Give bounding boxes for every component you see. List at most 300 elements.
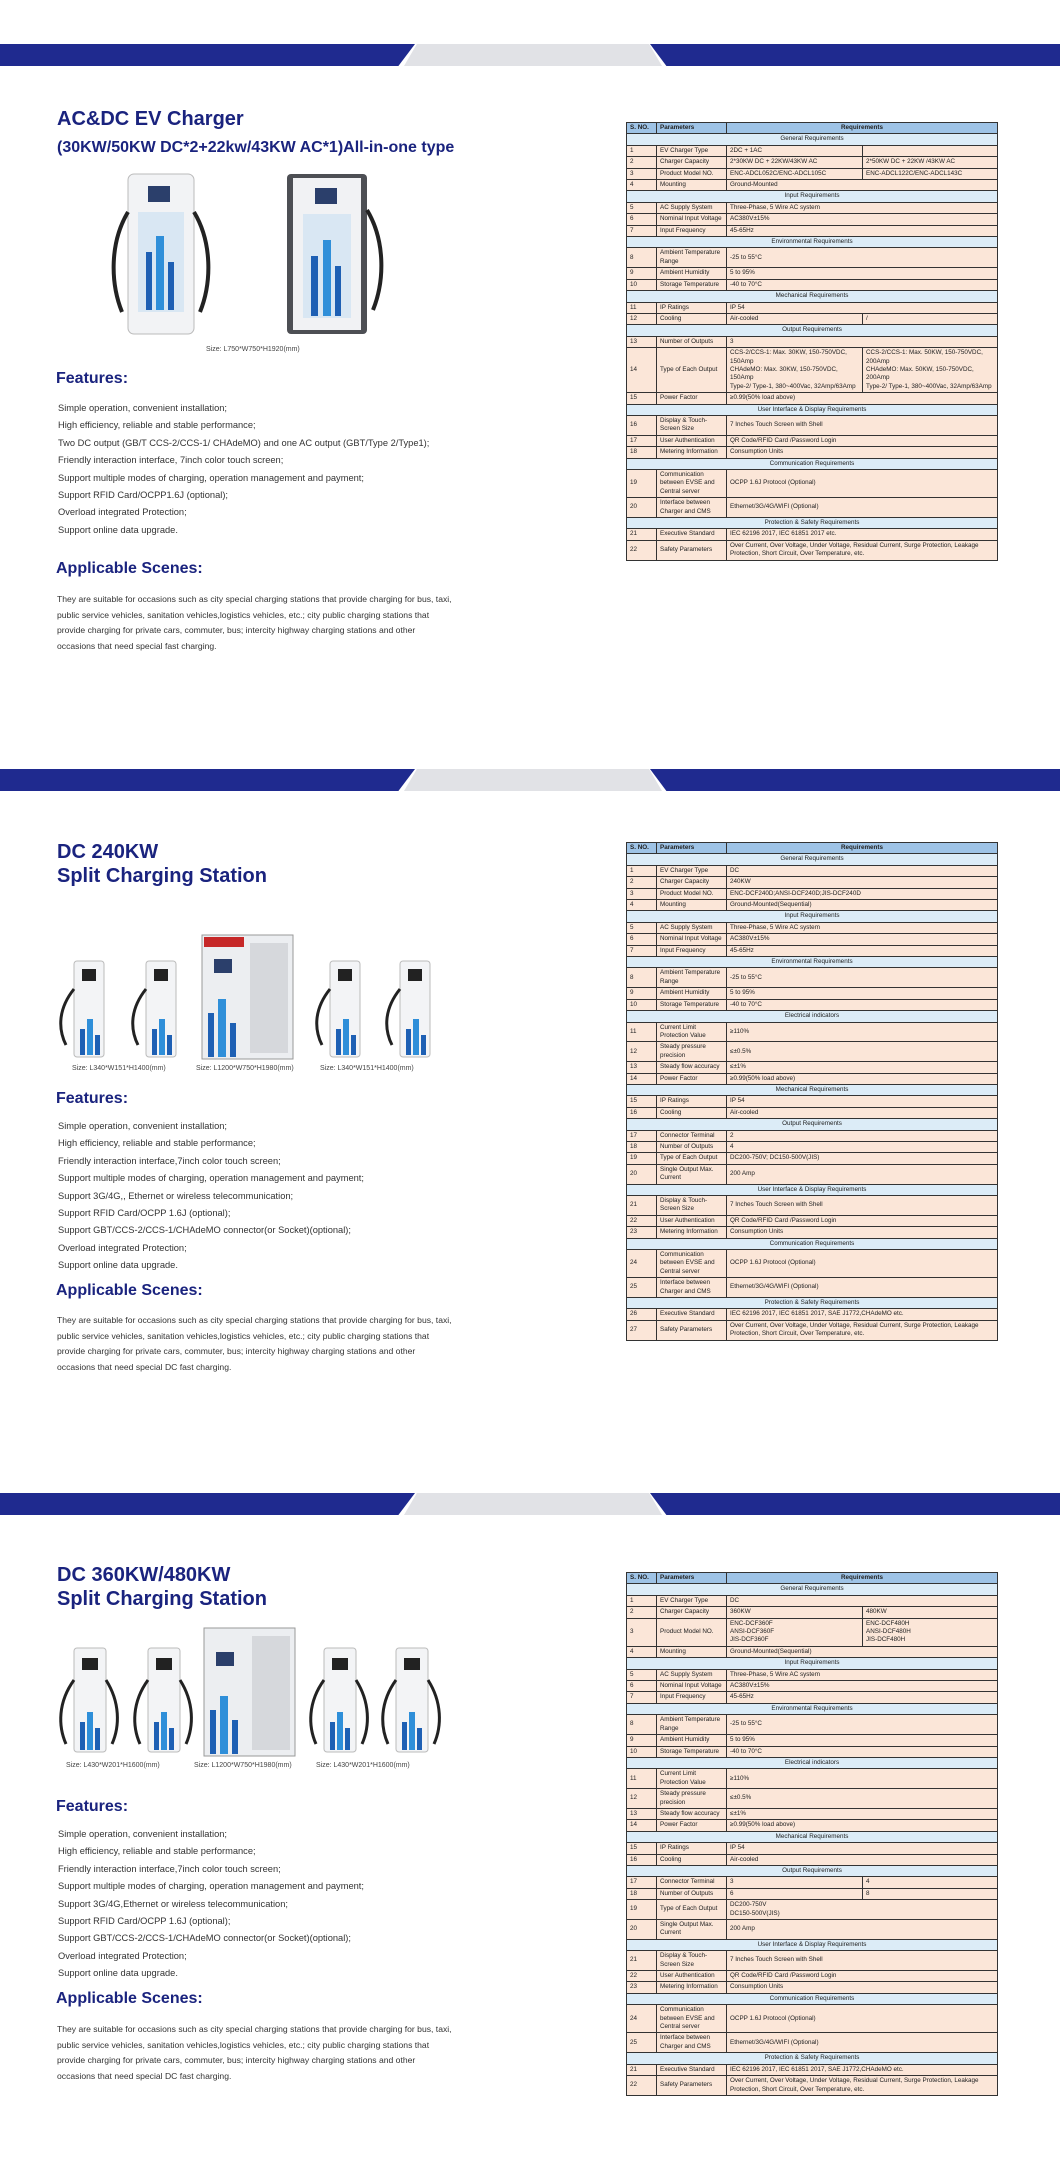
header-band [0, 769, 1060, 791]
features-heading: Features: [56, 1090, 129, 1107]
group-label: Environmental Requirements [627, 237, 998, 248]
list-item: Support RFID Card/OCPP 1.6J (optional); [58, 1208, 231, 1219]
row-number: 7 [627, 225, 657, 236]
row-parameter: AC Supply System [657, 922, 727, 933]
table-group-row [627, 911, 998, 922]
table-row [627, 968, 998, 988]
page-title: AC&DC EV Charger [57, 108, 244, 130]
row-parameter: Steady flow accuracy [657, 1808, 727, 1819]
row-number: 15 [627, 1843, 657, 1854]
row-value: QR Code/RFID Card /Password Login [727, 1971, 998, 1982]
row-number: 14 [627, 1073, 657, 1084]
row-value: CCS-2/CCS-1: Max. 50KW, 150-750VDC, 200Amp CHAdeMO: Max. 50KW, 150-750VDC, 200Amp Type-2/ Type-1, 380~400Vac, 32Amp/63Amp [863, 348, 998, 393]
row-number: 5 [627, 1669, 657, 1680]
row-value: ≥0.99(50% load above) [727, 393, 998, 404]
row-parameter: AC Supply System [657, 1669, 727, 1680]
table-row [627, 1096, 998, 1107]
group-label: Communication Requirements [627, 458, 998, 469]
row-value: DC200-750V DC150-500V(JIS) [727, 1900, 998, 1920]
row-value: Air-cooled [727, 313, 863, 324]
group-label: Communication Requirements [627, 1238, 998, 1249]
table-row [627, 1808, 998, 1819]
row-value: 5 to 95% [727, 988, 998, 999]
table-row [627, 540, 998, 560]
row-parameter: Number of Outputs [657, 336, 727, 347]
table-group-row [627, 957, 998, 968]
page-title [57, 1563, 267, 1611]
row-number: 21 [627, 529, 657, 540]
row-parameter: Ambient Temperature Range [657, 1715, 727, 1735]
table-row [627, 279, 998, 290]
table-row [627, 214, 998, 225]
row-number: 13 [627, 1808, 657, 1819]
dispenser-image [128, 959, 188, 1059]
table-group-row [627, 1584, 998, 1595]
row-value: ≤±0.5% [727, 1042, 998, 1062]
row-parameter: Current Limit Protection Value [657, 1769, 727, 1789]
table-row [627, 1971, 998, 1982]
row-parameter: Nominal Input Voltage [657, 934, 727, 945]
row-number: 5 [627, 922, 657, 933]
row-parameter: Type of Each Output [657, 1153, 727, 1164]
table-group-row [627, 325, 998, 336]
table-row [627, 1746, 998, 1757]
group-label: General Requirements [627, 854, 998, 865]
row-value: Three-Phase, 5 Wire AC system [727, 922, 998, 933]
row-number: 18 [627, 447, 657, 458]
group-label: Mechanical Requirements [627, 1084, 998, 1095]
row-parameter: EV Charger Type [657, 865, 727, 876]
header-cell: Parameters [657, 123, 727, 134]
title-line: Split Charging Station [57, 1588, 267, 1610]
row-number: 11 [627, 1769, 657, 1789]
table-row [627, 1888, 998, 1899]
row-number: 10 [627, 1746, 657, 1757]
table-row [627, 1681, 998, 1692]
row-value: QR Code/RFID Card /Password Login [727, 435, 998, 446]
features-list [58, 1118, 364, 1275]
table-row [627, 922, 998, 933]
table-row [627, 1278, 998, 1298]
row-value: IEC 62196 2017, IEC 61851 2017, SAE J1772,CHAdeMO etc. [727, 2064, 998, 2075]
table-row [627, 999, 998, 1010]
row-value: CCS-2/CCS-1: Max. 30KW, 150-750VDC, 150Amp CHAdeMO: Max. 30KW, 150-750VDC, 150Amp Type-2/ Type-1, 380~400Vac, 32Amp/63Amp [727, 348, 863, 393]
table-group-row [627, 1865, 998, 1876]
row-number: 2 [627, 1607, 657, 1618]
row-number: 4 [627, 900, 657, 911]
row-value: 2 [727, 1130, 998, 1141]
header-cell: Parameters [657, 843, 727, 854]
row-number: 4 [627, 180, 657, 191]
row-number: 22 [627, 1971, 657, 1982]
row-number: 12 [627, 1789, 657, 1809]
row-value: 7 Inches Touch Screen with Shell [727, 415, 998, 435]
row-parameter: Nominal Input Voltage [657, 214, 727, 225]
table-row [627, 415, 998, 435]
table-group-row [627, 854, 998, 865]
charger-image [108, 172, 213, 337]
row-parameter: IP Ratings [657, 302, 727, 313]
scenes-text: They are suitable for occasions such as city special charging stations that provide charging for bus, taxi, public service vehicles, sanitation vehicles,logistics vehicles, etc.; city public charging stations that provide charging for private cars, commuter, bus; intercity highway charging stations and other occasions that need special fast charging. [57, 594, 452, 651]
row-value: ENC-DCF240D;ANSI-DCF240D;JIS-DCF240D [727, 888, 998, 899]
row-number: 18 [627, 1141, 657, 1152]
table-group-row [627, 1084, 998, 1095]
group-label: User Interface & Display Requirements [627, 1184, 998, 1195]
row-parameter: Ambient Humidity [657, 268, 727, 279]
table-group-row [627, 1757, 998, 1768]
group-label: Mechanical Requirements [627, 291, 998, 302]
row-parameter: Ambient Temperature Range [657, 248, 727, 268]
row-value: Over Current, Over Voltage, Under Voltage, Residual Current, Surge Protection, Leakage Protection, Short Circuit, Over Temperature, etc. [727, 2076, 998, 2096]
size-label: Size: L1200*W750*H1980(mm) [196, 1065, 294, 1072]
row-parameter: User Authentication [657, 1971, 727, 1982]
table-row [627, 498, 998, 518]
row-value: 45-65Hz [727, 1692, 998, 1703]
row-value: 6 [727, 1888, 863, 1899]
row-value: Ethernet/3G/4G/WIFI (Optional) [727, 498, 998, 518]
row-number: 8 [627, 968, 657, 988]
row-value: IP 54 [727, 1096, 998, 1107]
row-number: 13 [627, 1062, 657, 1073]
row-parameter: Metering Information [657, 447, 727, 458]
table-group-row [627, 518, 998, 529]
row-parameter: Current Limit Protection Value [657, 1022, 727, 1042]
list-item: Support RFID Card/OCPP1.6J (optional); [58, 490, 228, 501]
row-number: 3 [627, 1618, 657, 1646]
row-parameter: Charger Capacity [657, 877, 727, 888]
row-value: ENC-DCF480H ANSI-DCF480H JIS-DCF480H [863, 1618, 998, 1646]
size-label: Size: L430*W201*H1600(mm) [316, 1762, 410, 1769]
row-value: 7 Inches Touch Screen with Shell [727, 1196, 998, 1216]
row-parameter: Ambient Temperature Range [657, 968, 727, 988]
row-parameter: EV Charger Type [657, 145, 727, 156]
table-row [627, 1309, 998, 1320]
table-row [627, 1073, 998, 1084]
row-parameter: User Authentication [657, 1215, 727, 1226]
list-item: Simple operation, convenient installation; [58, 1121, 227, 1131]
row-value: ≤±1% [727, 1808, 998, 1819]
table-row [627, 1843, 998, 1854]
table-row [627, 1227, 998, 1238]
row-parameter: Number of Outputs [657, 1888, 727, 1899]
list-item: Support multiple modes of charging, operation management and payment; [58, 1173, 364, 1184]
table-row [627, 865, 998, 876]
list-item: Overload integrated Protection; [58, 507, 187, 518]
group-label: Protection & Safety Requirements [627, 518, 998, 529]
list-item: Simple operation, convenient installation; [58, 403, 227, 413]
header-band [0, 1493, 1060, 1515]
row-value: Air-cooled [727, 1854, 998, 1865]
title-line: DC 360KW/480KW [57, 1564, 231, 1586]
table-row [627, 1900, 998, 1920]
table-row [627, 1769, 998, 1789]
row-parameter: EV Charger Type [657, 1595, 727, 1606]
row-value: IEC 62196 2017, IEC 61851 2017, SAE J1772,CHAdeMO etc. [727, 1309, 998, 1320]
row-parameter: Metering Information [657, 1227, 727, 1238]
table-row [627, 1646, 998, 1657]
row-value: ≥110% [727, 1022, 998, 1042]
row-value: OCPP 1.6J Protocol (Optional) [727, 470, 998, 498]
row-number: 12 [627, 1042, 657, 1062]
dispenser-image [382, 959, 442, 1059]
table-group-row [627, 291, 998, 302]
group-label: Input Requirements [627, 191, 998, 202]
row-value: 2DC + 1AC [727, 145, 863, 156]
row-value: Consumption Units [727, 447, 998, 458]
row-parameter: Display & Touch-Screen Size [657, 1951, 727, 1971]
section-dc-240kw [0, 723, 1060, 1446]
row-parameter: Safety Parameters [657, 540, 727, 560]
row-parameter: Storage Temperature [657, 999, 727, 1010]
row-value: 7 Inches Touch Screen with Shell [727, 1951, 998, 1971]
table-row [627, 1595, 998, 1606]
row-value: IEC 62196 2017, IEC 61851 2017 etc. [727, 529, 998, 540]
table-group-row [627, 1119, 998, 1130]
row-parameter: User Authentication [657, 435, 727, 446]
table-row [627, 1607, 998, 1618]
page-title [57, 840, 267, 888]
table-row [627, 1920, 998, 1940]
row-number: 22 [627, 2076, 657, 2096]
header-band [0, 44, 1060, 66]
list-item: Support GBT/CCS-2/CCS-1/CHAdeMO connector(or Socket)(optional); [58, 1933, 351, 1944]
row-parameter: Input Frequency [657, 945, 727, 956]
row-number: 21 [627, 1196, 657, 1216]
charger-image [267, 170, 387, 338]
row-parameter: Cooling [657, 313, 727, 324]
row-parameter: Safety Parameters [657, 2076, 727, 2096]
header-cell: S. NO. [627, 123, 657, 134]
row-number: 15 [627, 1096, 657, 1107]
table-row [627, 1320, 998, 1340]
row-parameter: Power Factor [657, 393, 727, 404]
row-number: 17 [627, 1130, 657, 1141]
row-value: 8 [863, 1888, 998, 1899]
row-number: 21 [627, 2064, 657, 2075]
group-label: Electrical indicators [627, 1011, 998, 1022]
table-row [627, 336, 998, 347]
table-group-row [627, 237, 998, 248]
row-number: 17 [627, 435, 657, 446]
dispenser-image [56, 959, 116, 1059]
row-number: 19 [627, 470, 657, 498]
row-value: ≥110% [727, 1769, 998, 1789]
section-acdc-charger [0, 0, 1060, 723]
row-parameter: Connector Terminal [657, 1877, 727, 1888]
scenes-heading: Applicable Scenes: [56, 1990, 203, 2007]
row-parameter: Input Frequency [657, 1692, 727, 1703]
table-row [627, 529, 998, 540]
scenes-text: They are suitable for occasions such as city special charging stations that provide charging for bus, taxi, public service vehicles, sanitation vehicles,logistics vehicles, etc.; city public charging stations that provide charging for private cars, commuter, bus; intercity highway charging stations and other occasions that need special DC fast charging. [57, 1315, 452, 1372]
row-parameter: Interface between Charger and CMS [657, 2033, 727, 2053]
row-value: -40 to 70°C [727, 279, 998, 290]
row-parameter: Interface between Charger and CMS [657, 498, 727, 518]
row-number: 16 [627, 415, 657, 435]
row-number: 16 [627, 1854, 657, 1865]
row-number: 22 [627, 540, 657, 560]
table-row [627, 1107, 998, 1118]
row-parameter: Product Model NO. [657, 168, 727, 179]
row-value: ≥0.99(50% load above) [727, 1073, 998, 1084]
table-group-row [627, 191, 998, 202]
table-row [627, 1196, 998, 1216]
features-heading: Features: [56, 1798, 129, 1815]
row-parameter: Single Output Max. Current [657, 1920, 727, 1940]
size-label: Size: L340*W151*H1400(mm) [320, 1065, 414, 1072]
table-group-row [627, 1011, 998, 1022]
row-parameter: Mounting [657, 900, 727, 911]
row-parameter: IP Ratings [657, 1843, 727, 1854]
row-value: 45-65Hz [727, 225, 998, 236]
table-group-row [627, 1184, 998, 1195]
row-number: 4 [627, 1646, 657, 1657]
row-value: ENC-ADCL052C/ENC-ADCL105C [727, 168, 863, 179]
row-parameter: Metering Information [657, 1982, 727, 1993]
header-cell: S. NO. [627, 843, 657, 854]
header-cell: Requirements [727, 1573, 998, 1584]
row-number: 15 [627, 393, 657, 404]
row-parameter: Communication between EVSE and Central server [657, 470, 727, 498]
row-parameter: Ambient Humidity [657, 1735, 727, 1746]
row-number: 20 [627, 498, 657, 518]
table-row [627, 393, 998, 404]
dispenser-image [312, 959, 372, 1059]
list-item: Friendly interaction interface,7inch color touch screen; [58, 1863, 281, 1874]
row-parameter: Product Model NO. [657, 1618, 727, 1646]
row-value: Ground-Mounted(Sequential) [727, 900, 998, 911]
row-number: 20 [627, 1164, 657, 1184]
table-header-row [627, 123, 998, 134]
row-value: Over Current, Over Voltage, Under Voltage, Residual Current, Surge Protection, Leakage Protection, Short Circuit, Over Temperature, etc. [727, 1320, 998, 1340]
table-row [627, 302, 998, 313]
table-row [627, 900, 998, 911]
list-item: Support multiple modes of charging, operation management and payment; [58, 1881, 364, 1892]
row-parameter: Cooling [657, 1107, 727, 1118]
row-value: 2*30KW DC + 22KW/43KW AC [727, 157, 863, 168]
group-label: General Requirements [627, 1584, 998, 1595]
row-number: 9 [627, 268, 657, 279]
row-value: 360KW [727, 1607, 863, 1618]
row-number: 10 [627, 999, 657, 1010]
table-row [627, 180, 998, 191]
row-value: 4 [727, 1141, 998, 1152]
group-label: Protection & Safety Requirements [627, 1298, 998, 1309]
row-number: 1 [627, 145, 657, 156]
scenes-heading: Applicable Scenes: [56, 560, 203, 577]
table-row [627, 168, 998, 179]
group-label: Output Requirements [627, 325, 998, 336]
row-number: 18 [627, 1888, 657, 1899]
row-value: -25 to 55°C [727, 248, 998, 268]
features-list [58, 1826, 364, 1983]
row-parameter: Input Frequency [657, 225, 727, 236]
row-parameter: Display & Touch-Screen Size [657, 415, 727, 435]
list-item: High efficiency, reliable and stable performance; [58, 1138, 256, 1149]
row-parameter: Safety Parameters [657, 1320, 727, 1340]
row-value: Three-Phase, 5 Wire AC system [727, 1669, 998, 1680]
row-value: Air-cooled [727, 1107, 998, 1118]
row-value: Ground-Mounted [727, 180, 998, 191]
row-number: 25 [627, 2033, 657, 2053]
power-cabinet-image [202, 1626, 297, 1758]
list-item: Support multiple modes of charging, operation management and payment; [58, 472, 364, 483]
table-row [627, 1250, 998, 1278]
row-parameter: AC Supply System [657, 202, 727, 213]
table-row [627, 1215, 998, 1226]
row-value: -25 to 55°C [727, 968, 998, 988]
list-item: Support RFID Card/OCPP 1.6J (optional); [58, 1916, 231, 1927]
row-value: 480KW [863, 1607, 998, 1618]
table-row [627, 1141, 998, 1152]
row-parameter: Nominal Input Voltage [657, 1681, 727, 1692]
group-label: Electrical indicators [627, 1757, 998, 1768]
group-label: Mechanical Requirements [627, 1831, 998, 1842]
row-value: 200 Amp [727, 1920, 998, 1940]
table-row [627, 1692, 998, 1703]
table-header-row [627, 843, 998, 854]
row-value: 5 to 95% [727, 1735, 998, 1746]
header-cell: S. NO. [627, 1573, 657, 1584]
row-parameter: Product Model NO. [657, 888, 727, 899]
row-value: 5 to 95% [727, 268, 998, 279]
table-group-row [627, 404, 998, 415]
row-parameter: Communication between EVSE and Central server [657, 2005, 727, 2033]
power-cabinet-image [200, 933, 295, 1061]
group-label: Environmental Requirements [627, 957, 998, 968]
row-parameter: Executive Standard [657, 529, 727, 540]
table-group-row [627, 134, 998, 145]
row-parameter: Cooling [657, 1854, 727, 1865]
row-value: ≤±1% [727, 1062, 998, 1073]
row-number: 2 [627, 877, 657, 888]
row-number: 6 [627, 214, 657, 225]
table-header-row [627, 1573, 998, 1584]
dispenser-image [56, 1646, 122, 1758]
row-parameter: Ambient Humidity [657, 988, 727, 999]
row-value: -25 to 55°C [727, 1715, 998, 1735]
table-row [627, 1042, 998, 1062]
row-parameter: Interface between Charger and CMS [657, 1278, 727, 1298]
title-line: DC 240KW [57, 841, 159, 863]
row-parameter: Executive Standard [657, 1309, 727, 1320]
table-row [627, 2064, 998, 2075]
group-label: Communication Requirements [627, 1993, 998, 2004]
row-parameter: Storage Temperature [657, 1746, 727, 1757]
table-row [627, 145, 998, 156]
table-row [627, 1164, 998, 1184]
row-parameter: Number of Outputs [657, 1141, 727, 1152]
list-item: Support 3G/4G,, Ethernet or wireless telecommunication; [58, 1190, 294, 1201]
row-number: 8 [627, 1715, 657, 1735]
row-number: 21 [627, 1951, 657, 1971]
group-label: User Interface & Display Requirements [627, 1939, 998, 1950]
row-value: OCPP 1.6J Protocol (Optional) [727, 1250, 998, 1278]
row-number: 16 [627, 1107, 657, 1118]
spec-table [626, 842, 998, 1341]
size-label: Size: L340*W151*H1400(mm) [72, 1065, 166, 1072]
row-value: 4 [863, 1877, 998, 1888]
table-row [627, 2076, 998, 2096]
page-subtitle: (30KW/50KW DC*2+22kw/43KW AC*1)All-in-one type [57, 139, 455, 156]
spec-table [626, 122, 998, 561]
dispenser-image [378, 1646, 444, 1758]
list-item: Support online data upgrade. [58, 1260, 178, 1271]
list-item: High efficiency, reliable and stable performance; [58, 1846, 256, 1857]
row-number: 13 [627, 336, 657, 347]
table-row [627, 934, 998, 945]
scenes-heading: Applicable Scenes: [56, 1282, 203, 1299]
table-row [627, 313, 998, 324]
